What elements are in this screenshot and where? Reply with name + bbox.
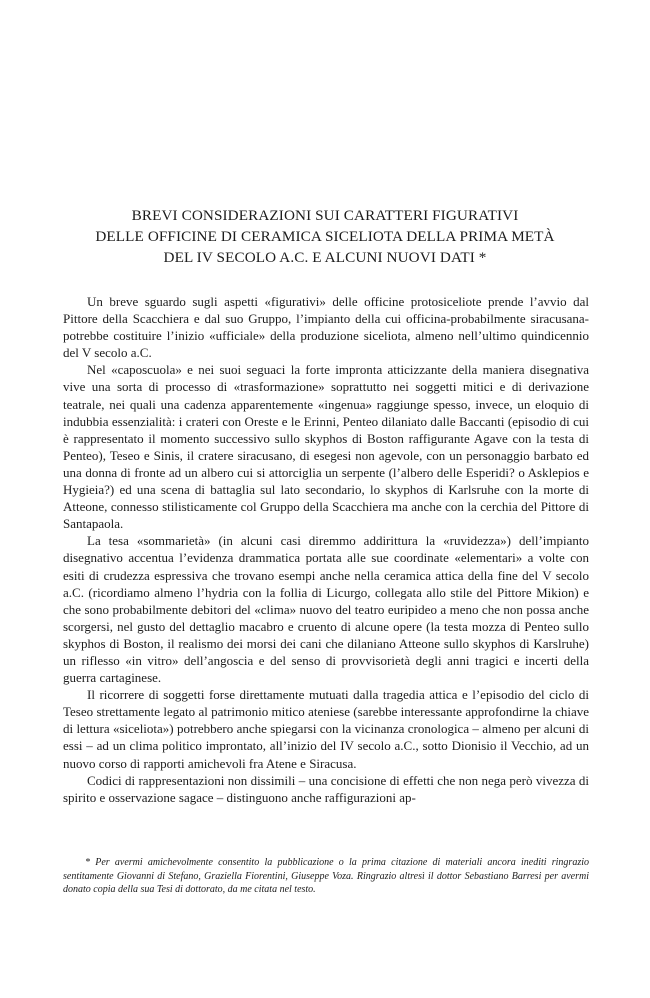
paragraph-5: Codici di rappresentazioni non dissimili – una concisione di effetti che non nega però vivezza di spirito e osservazione sagace – distinguono anche raffigurazioni ap- [63,772,589,805]
title-line-1: BREVI CONSIDERAZIONI SUI CARATTERI FIGURATIVI [131,207,519,224]
article-body [63,293,589,806]
title-line-2: DELLE OFFICINE DI CERAMICA SICELIOTA DELLA PRIMA METÀ [95,228,555,245]
paragraph-3: La tesa «sommarietà» (in alcuni casi diremmo addirittura la «ruvidezza») dell’impianto disegnativo accentua l’evidenza drammatica portata alle sue coordinate «elementari» a volte con esiti di crudezza espressiva che trovano esempi anche nella ceramica attica della fine del V secolo a.C. (ricordiamo almeno l’hydria con la follia di Licurgo, collegata allo stile del Pittore Mikion) e che sono probabilmente debitori del «clima» nuovo del teatro euripideo a meno che non possa anche scorgersi, nel gusto del dettaglio macabro e cruento di alcune opere (la testa mozza di Penteo sullo skyphos di Boston, il realismo dei morsi dei cani che dilaniano Atteone sullo skyphos di Karslruhe) un riflesso «in vitro» dell’angoscia e del senso di provvisorietà degli anni tragici e incerti della guerra cartaginese. [63,533,589,686]
article-title [60,205,590,268]
paragraph-2: Nel «caposcuola» e nei suoi seguaci la forte impronta atticizzante della maniera disegnativa vive una sorta di processo di «trasformazione» soprattutto nei soggetti mitici e di derivazione teatrale, nei quali una cadenza apparentemente «ingenua» raggiunge spesso, invece, un eloquio di indubbia essenzialità: i crateri con Oreste e le Erinni, Penteo dilaniato dalle Baccanti (episodio di cui è rappresentato il momento successivo sullo skyphos di Boston raffigurante Agave con la testa di Penteo), Teseo e Sinis, il cratere siracusano, di esegesi non agevole, con un personaggio barbato ed una donna di fronte ad un albero cui si attorciglia un serpente (l’albero delle Esperidi? o Asklepios e Hygieia?) ed una scena di battaglia sul lato secondario, lo skyphos di Karlsruhe con la morte di Atteone, connesso stilisticamente col Gruppo della Scacchiera ma anche con la cerchia del Pittore di Santapaola. [63,362,589,532]
footnote-text: * Per avermi amichevolmente consentito la pubblicazione o la prima citazione di materiali ancora inediti ringrazio sentitamente Giovanni di Stefano, Graziella Fiorentini, Giuseppe Voza. Ringrazio altresì il dottor Sebastiano Barresi per avermi donato copia della sua Tesi di dottorato, da me citata nel testo. [63,857,589,895]
title-line-3: DEL IV SECOLO A.C. E ALCUNI NUOVI DATI * [163,249,487,266]
paragraph-1: Un breve sguardo sugli aspetti «figurativi» delle officine protosiceliote prende l’avvio dal Pittore della Scacchiera e dal suo Gruppo, l’impianto della cui officina-probabilmente siracusana-potrebbe costituire l’inizio «ufficiale» della produzione siceliota, almeno nell’ultimo quindicennio del V secolo a.C. [63,294,589,361]
paragraph-4: Il ricorrere di soggetti forse direttamente mutuati dalla tragedia attica e l’episodio del ciclo di Teseo strettamente legato al patrimonio mitico ateniese (sarebbe interessante approfondirne la chiave di lettura «siceliota») potrebbero anche spiegarsi con la vicinanza cronologica – almeno per alcuni di essi – ad un clima politico improntato, all’inizio del IV secolo a.C., sotto Dionisio il Vecchio, ad un nuovo corso di rapporti amichevoli fra Atene e Siracusa. [63,687,589,771]
footnote [63,856,589,897]
